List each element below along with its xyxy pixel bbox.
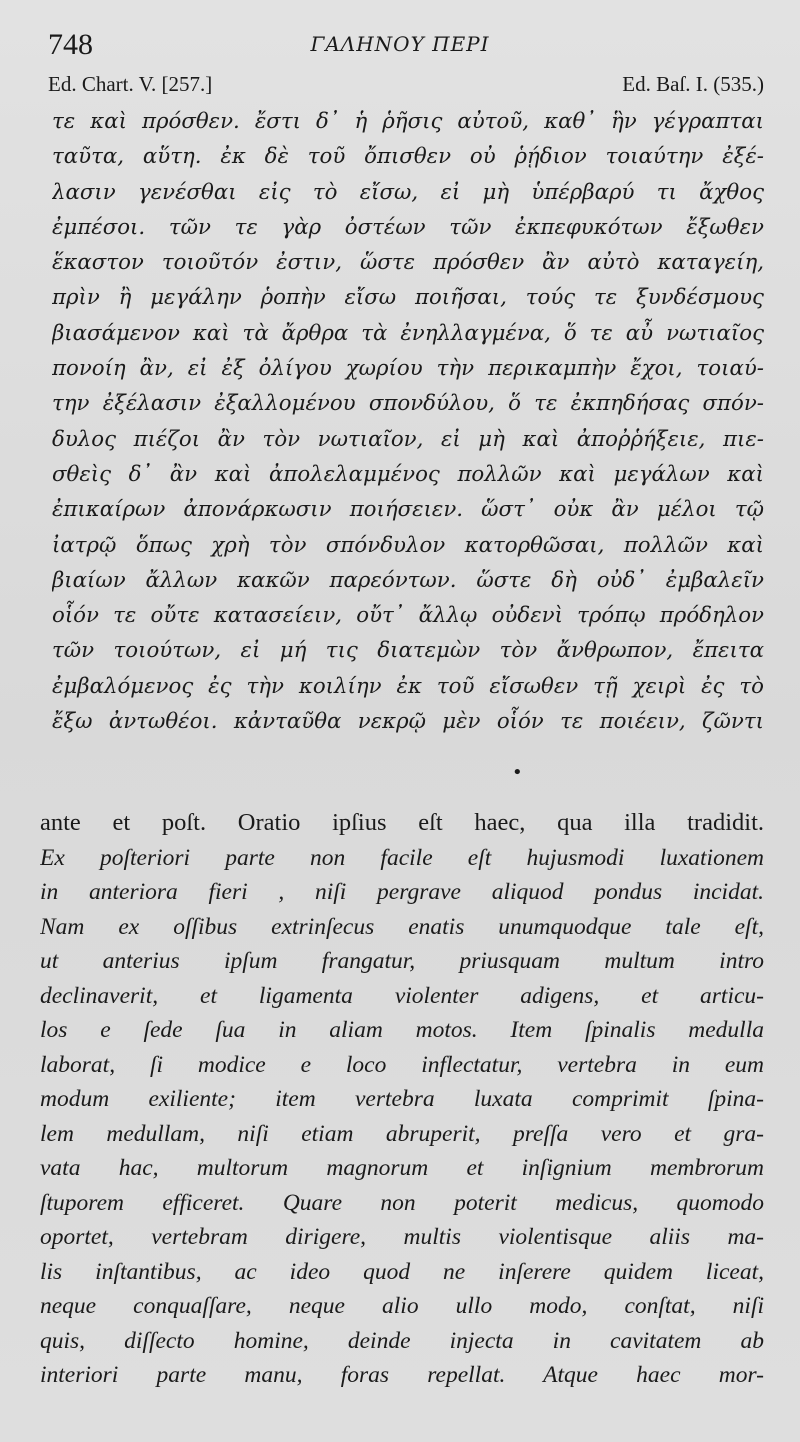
text-line: vata hac, multorum magnorum et inſignium membrorum <box>40 1155 764 1181</box>
text-line: δυλος πιέζοι ἂν τὸν νωτιαῖον, εἰ μὴ καὶ ἀποῤῥήξειε, πιε- <box>52 426 764 452</box>
text-line: ἐμπέσοι. τῶν τε γὰρ ὀστέων τῶν ἐκπεφυκότων ἔξωθεν <box>52 214 764 240</box>
edition-reference-line <box>48 72 764 102</box>
greek-text-block <box>52 104 764 739</box>
text-line: βιαίων ἄλλων κακῶν παρεόντων. ὥστε δὴ οὐδ᾽ ἐμβαλεῖν <box>52 567 764 593</box>
page-header <box>40 28 760 62</box>
text-line: lem medullam, niſi etiam abruperit, preſſa vero et gra- <box>40 1120 764 1147</box>
text-line: los e ſede ſua in aliam motos. Item ſpinalis medulla <box>40 1017 764 1043</box>
text-line: ante et poſt. Oratio ipſius eſt haec, qua illa tradidit. <box>40 809 764 836</box>
page-number: 748 <box>48 28 93 61</box>
edition-reference-basel: Ed. Baſ. I. (535.) <box>622 72 764 96</box>
latin-text-block <box>40 806 764 1393</box>
text-line: laborat, ſi modice e loco inflectatur, vertebra in eum <box>40 1051 764 1078</box>
text-line: Ex poſteriori parte non facile eſt hujusmodi luxationem <box>40 844 764 871</box>
text-line: ſtuporem efficeret. Quare non poterit medicus, quomodo <box>40 1189 764 1216</box>
text-line: neque conquaſſare, neque alio ullo modo, conſtat, niſi <box>40 1293 764 1319</box>
text-line: lis inſtantibus, ac ideo quod ne inſerere quidem liceat, <box>40 1258 764 1285</box>
text-line: σθεὶς δ᾽ ἂν καὶ ἀπολελαμμένος πολλῶν καὶ μεγάλων καὶ <box>52 461 764 487</box>
text-line: interiori parte manu, foras repellat. Atque haec mor- <box>40 1362 764 1388</box>
text-line: ἰατρῷ ὅπως χρὴ τὸν σπόνδυλον κατορθῶσαι, πολλῶν καὶ <box>52 532 764 558</box>
text-line: πονοίη ἂν, εἰ ἐξ ὀλίγου χωρίου τὴν περικαμπὴν ἔχοι, τοιαύ- <box>52 356 764 382</box>
text-line: ταῦτα, αὕτη. ἐκ δὲ τοῦ ὄπισθεν οὐ ῥῄδιον τοιαύτην ἐξέ- <box>52 144 764 170</box>
text-line: ἕκαστον τοιοῦτόν ἐστιν, ὥστε πρόσθεν ἂν αὐτὸ καταγείη, <box>52 250 764 276</box>
edition-reference-chartier: Ed. Chart. V. [257.] <box>48 72 213 96</box>
text-line: ἐπικαίρων ἀπονάρκωσιν ποιήσειεν. ὥστ᾽ οὐκ ἂν μέλοι τῷ <box>52 497 764 523</box>
text-line: ut anterius ipſum frangatur, priusquam multum intro <box>40 948 764 974</box>
text-line: τε καὶ πρόσθεν. ἔστι δ᾽ ἡ ῥῆσις αὐτοῦ, καθ᾽ ἣν γέγραπται <box>52 109 764 134</box>
section-separator-mark: • <box>512 762 523 783</box>
text-line: Nam ex oſſibus extrinſecus enatis unumquodque tale eſt, <box>40 913 764 940</box>
text-line: modum exiliente; item vertebra luxata comprimit ſpina- <box>40 1086 764 1112</box>
running-title: ΓΑΛΗΝΟΥ ΠΕΡΙ <box>310 32 490 56</box>
text-line: την ἐξέλασιν ἐξαλλομένου σπονδύλου, ὅ τε ἐκπηδήσας σπόν- <box>52 391 764 417</box>
text-line: declinaverit, et ligamenta violenter adigens, et articu- <box>40 982 764 1009</box>
text-line: ἔξω ἀντωθέοι. κἀνταῦθα νεκρῷ μὲν οἷόν τε ποιέειν, ζῶντι <box>52 709 764 735</box>
text-line: τῶν τοιούτων, εἰ μή τις διατεμὼν τὸν ἄνθρωπον, ἔπειτα <box>52 638 764 664</box>
text-line: in anteriora fieri , niſi pergrave aliquod pondus incidat. <box>40 879 764 905</box>
text-line: oportet, vertebram dirigere, multis violentisque aliis ma- <box>40 1224 764 1250</box>
text-line: λασιν γενέσθαι εἰς τὸ εἴσω, εἰ μὴ ὑπέρβαρύ τι ἄχθος <box>52 179 764 205</box>
text-line: quis, diſſecto homine, deinde injecta in cavitatem ab <box>40 1327 764 1354</box>
text-line: πρὶν ἢ μεγάλην ῥοπὴν εἴσω ποιῆσαι, τούς τε ξυνδέσμους <box>52 285 764 311</box>
text-line: ἐμβαλόμενος ἐς τὴν κοιλίην ἐκ τοῦ εἴσωθεν τῇ χειρὶ ἐς τὸ <box>52 673 764 699</box>
text-line: οἷόν τε οὔτε κατασείειν, οὔτ᾽ ἄλλῳ οὐδενὶ τρόπῳ πρόδηλον <box>52 603 764 629</box>
text-line: βιασάμενον καὶ τὰ ἄρθρα τὰ ἐνηλλαγμένα, ὅ τε αὖ νωτιαῖος <box>52 320 764 346</box>
